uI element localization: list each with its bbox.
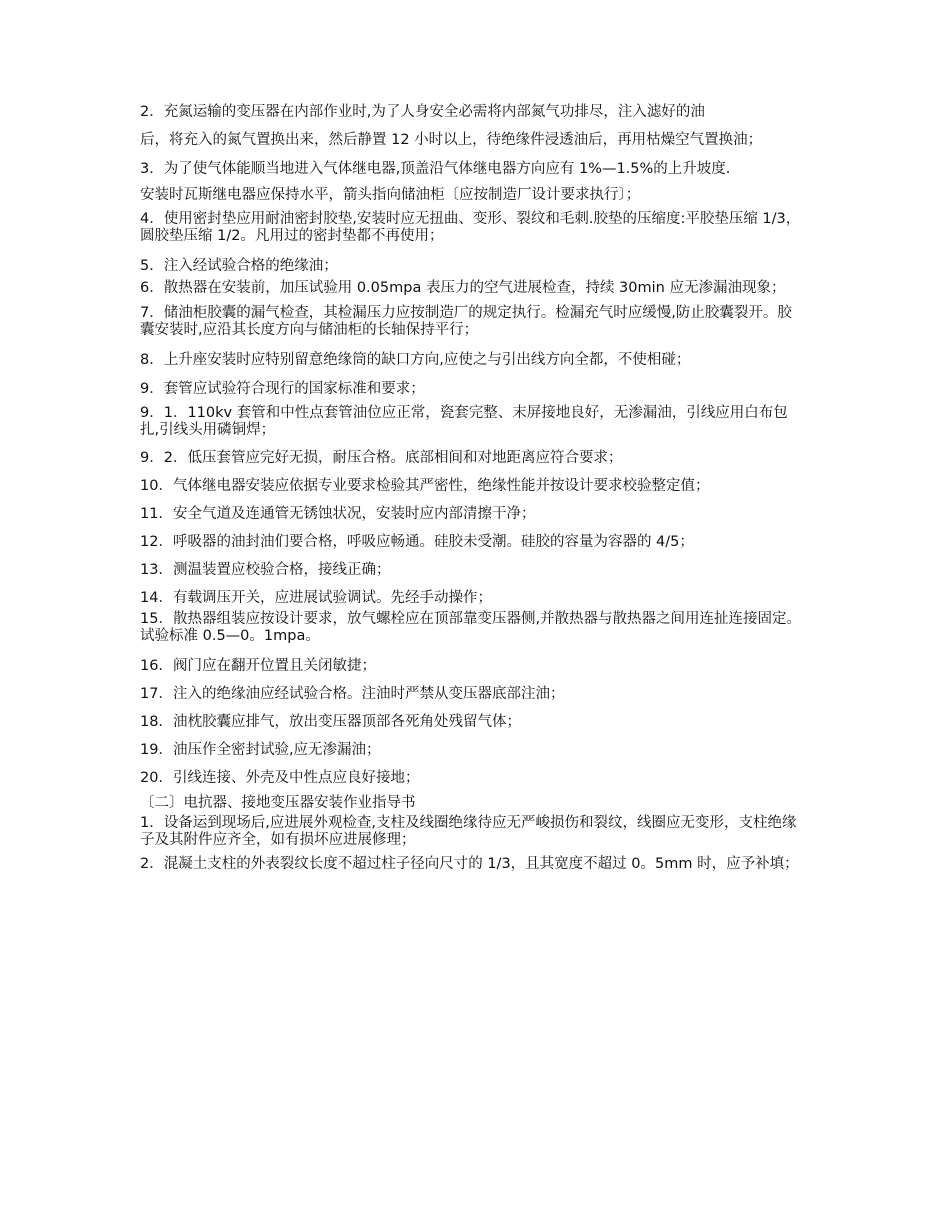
paragraph-21: 18．油枕胶囊应排气，放出变压器顶部各死角处残留气体； xyxy=(140,714,521,730)
paragraph-26: 2．混凝土支柱的外表裂纹长度不超过柱子径向尺寸的 1/3，且其宽度不超过 0。5mm 时，应予补填； xyxy=(140,856,799,872)
paragraph-15: 12．呼吸器的油封油们要合格，呼吸应畅通。硅胶未受潮。硅胶的容量为容器的 4/5； xyxy=(140,534,694,550)
paragraph-6: 5．注入经试验合格的绝缘油； xyxy=(140,258,338,274)
paragraph-14: 11．安全气道及连通管无锈蚀状况，安装时应内部清擦干净； xyxy=(140,506,536,522)
paragraph-23: 20．引线连接、外壳及中性点应良好接地； xyxy=(140,770,420,786)
section-heading: 〔二〕电抗器、接地变压器安装作业指导书 xyxy=(140,795,416,811)
paragraph-3: 3．为了使气体能顺当地进入气体继电器,顶盖沿气体继电器方向应有 1%—1.5%的上升坡度. xyxy=(140,161,731,177)
paragraph-13: 10．气体继电器安装应依据专业要求检验其严密性，绝缘性能并按设计要求校验整定值； xyxy=(140,478,710,494)
paragraph-12: 9．2．低压套管应完好无损，耐压合格。底部相间和对地距离应符合要求； xyxy=(140,450,623,466)
paragraph-1: 2．充氮运输的变压器在内部作业时,为了人身安全必需将内部氮气功排尽，注入滤好的油 xyxy=(140,104,705,120)
paragraph-19: 16．阀门应在翻开位置且关闭敏捷； xyxy=(140,658,376,674)
paragraph-11: 9．1．110kv 套管和中性点套管油位应正常，瓷套完整、末屏接地良好，无渗漏油，引线应用白布包扎,引线头用磷铜焊； xyxy=(140,405,788,438)
document-body xyxy=(140,104,805,873)
paragraph-17: 14．有载调压开关，应进展试验调试。先经手动操作； xyxy=(140,590,492,606)
paragraph-22: 19．油压作全密封试验,应无渗漏油； xyxy=(140,742,381,758)
paragraph-20: 17．注入的绝缘油应经试验合格。注油时严禁从变压器底部注油； xyxy=(140,686,565,702)
paragraph-10: 9．套管应试验符合现行的国家标准和要求； xyxy=(140,381,425,397)
paragraph-16: 13．测温装置应校验合格，接线正确； xyxy=(140,562,391,578)
paragraph-25: 1．设备运到现场后,应进展外观检查,支柱及线圈绝缘待应无严峻损伤和裂纹，线圈应无变形，支柱绝缘子及其附件应齐全，如有损坏应进展修理； xyxy=(140,815,797,848)
paragraph-9: 8．上升座安装时应特别留意绝缘筒的缺口方向,应使之与引出线方向全都，不使相碰； xyxy=(140,352,691,368)
paragraph-18: 15．散热器组装应按设计要求，放气螺栓应在顶部靠变压器侧,并散热器与散热器之间用连扯连接固定。试验标准 0.5—0。1mpa。 xyxy=(140,611,802,644)
paragraph-4: 安装时瓦斯继电器应保持水平，箭头指向储油柜〔应按制造厂设计要求执行〕； xyxy=(140,187,641,203)
paragraph-7: 6．散热器在安装前，加压试验用 0.05mpa 表压力的空气进展检查，持续 30min 应无渗漏油现象； xyxy=(140,280,786,296)
paragraph-5: 4．使用密封垫应用耐油密封胶垫,安装时应无扭曲、变形、裂纹和毛刺.胶垫的压缩度:平胶垫压缩 1/3，圆胶垫压缩 1/2。凡用过的密封垫都不再使用； xyxy=(140,211,801,244)
paragraph-8: 7．储油柜胶囊的漏气检查，其检漏压力应按制造厂的规定执行。检漏充气时应缓慢,防止胶囊裂开。胶囊安装时,应沿其长度方向与储油柜的长轴保持平行； xyxy=(140,305,792,338)
paragraph-2: 后，将充入的氮气置换出来，然后静置 12 小时以上，待绝缘件浸透油后，再用枯燥空气置换油； xyxy=(140,132,763,148)
